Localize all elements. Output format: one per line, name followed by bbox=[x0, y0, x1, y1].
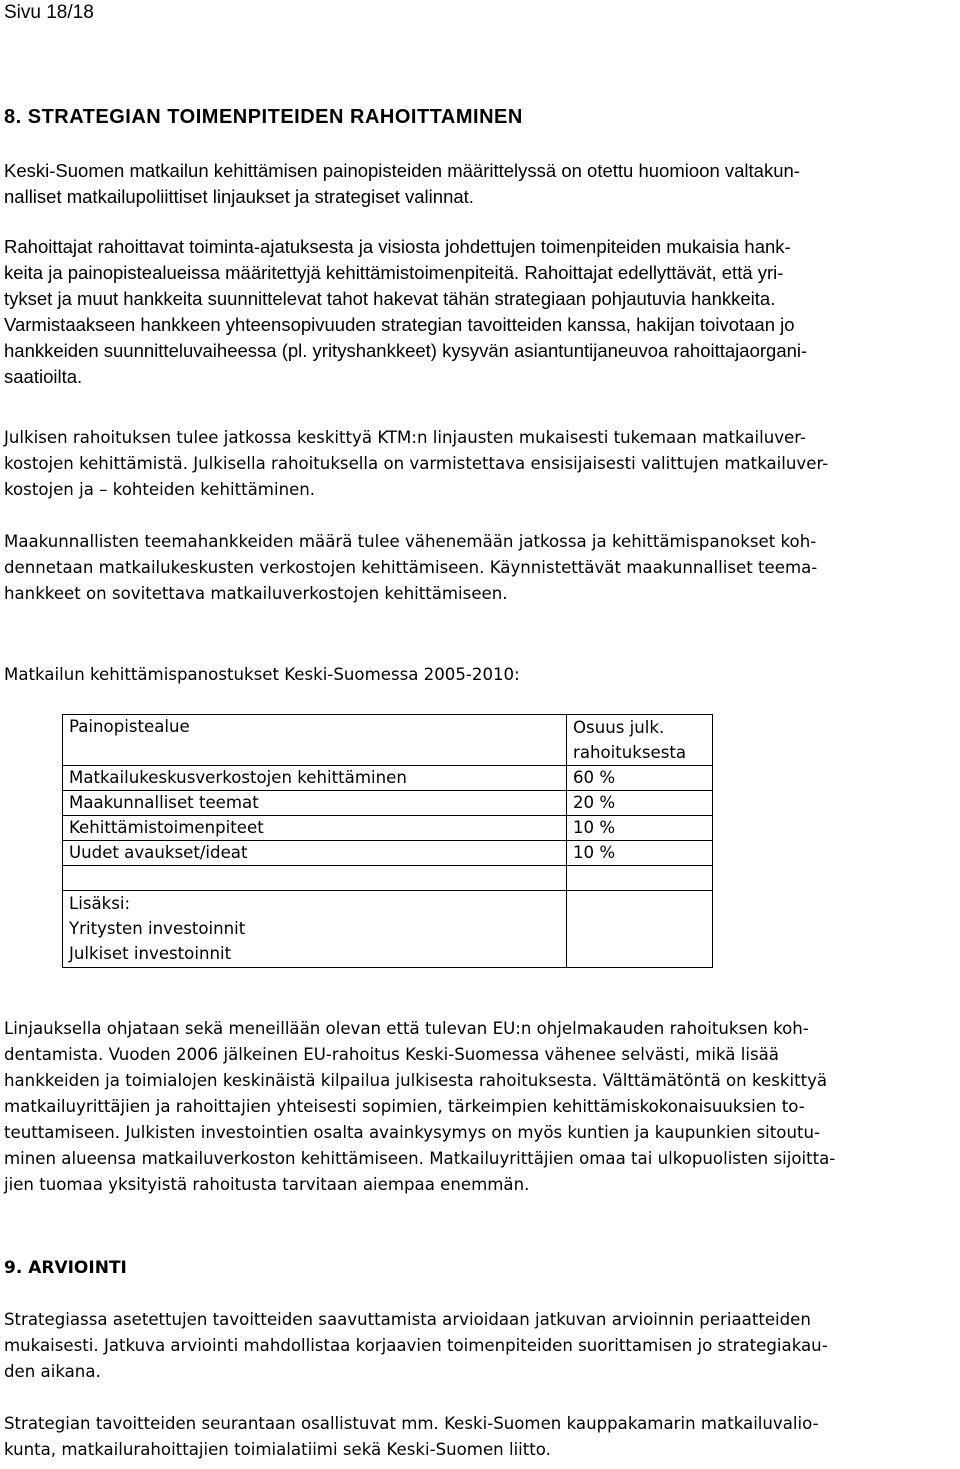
text-line: den aikana. bbox=[4, 1362, 101, 1381]
section-8-paragraph-4 bbox=[4, 529, 960, 607]
text-line: hankkeiden suunnitteluvaiheessa (pl. yrityshankkeet) kysyvän asiantuntijaneuvoa rahoittajaorgani- bbox=[4, 340, 808, 361]
table-row bbox=[63, 791, 713, 816]
section-9-paragraph-1 bbox=[4, 1307, 960, 1385]
header-public-funding-share bbox=[567, 715, 713, 766]
text-line: hankkeiden ja toimialojen keskinäistä kilpailua julkisesta rahoituksesta. Välttämätöntä on keskittyä bbox=[4, 1071, 828, 1090]
text-line: Keski-Suomen matkailun kehittämisen painopisteiden määrittelyssä on otettu huomioon valtakun- bbox=[4, 160, 800, 181]
share-cell: 20 % bbox=[567, 791, 713, 816]
text-line: Maakunnallisten teemahankkeiden määrä tulee vähenemään jatkossa ja kehittämispanokset koh- bbox=[4, 532, 817, 551]
text-line: Strategian tavoitteiden seurantaan osallistuvat mm. Keski-Suomen kauppakamarin matkailuvalio- bbox=[4, 1414, 819, 1433]
text-line: mukaisesti. Jatkuva arviointi mahdollistaa korjaavien toimenpiteiden suorittamisen jo strategiakau- bbox=[4, 1336, 828, 1355]
table-row bbox=[63, 841, 713, 866]
section-8-paragraph-2 bbox=[4, 234, 960, 390]
text-line: kostojen ja – kohteiden kehittäminen. bbox=[4, 480, 316, 499]
table-title: Matkailun kehittämispanostukset Keski-Suomessa 2005-2010: bbox=[4, 665, 520, 684]
text-line: minen alueensa matkailuverkoston kehittämiseen. Matkailuyrittäjien omaa tai ulkopuolisten sijoitta- bbox=[4, 1149, 836, 1168]
additional-label: Lisäksi: bbox=[69, 894, 131, 913]
text-line: hankkeet on sovitettava matkailuverkostojen kehittämiseen. bbox=[4, 584, 508, 603]
text-line: Rahoittajat rahoittavat toiminta-ajatuksesta ja visiosta johdettujen toimenpiteiden mukaisia hank- bbox=[4, 236, 791, 257]
section-8-paragraph-5 bbox=[4, 1016, 960, 1198]
additional-investments-cell bbox=[63, 891, 567, 968]
table-row bbox=[63, 816, 713, 841]
focus-area-cell: Maakunnalliset teemat bbox=[63, 791, 567, 816]
empty-cell bbox=[567, 866, 713, 891]
focus-area-cell: Kehittämistoimenpiteet bbox=[63, 816, 567, 841]
focus-area-cell: Uudet avaukset/ideat bbox=[63, 841, 567, 866]
header-share-line-2: rahoituksesta bbox=[573, 743, 687, 762]
share-cell: 60 % bbox=[567, 766, 713, 791]
section-8-paragraph-3 bbox=[4, 425, 960, 503]
text-line: Strategiassa asetettujen tavoitteiden saavuttamista arvioidaan jatkuvan arvioinnin periaatteiden bbox=[4, 1310, 811, 1329]
table-extra-row bbox=[63, 891, 713, 968]
section-9-heading: 9. ARVIOINTI bbox=[4, 1258, 127, 1278]
header-share-line-1: Osuus julk. bbox=[573, 718, 665, 737]
text-line: tykset ja muut hankkeita suunnittelevat tahot hakevat tähän strategiaan pohjautuvia hankkeita. bbox=[4, 288, 776, 309]
text-line: dennetaan matkailukeskusten verkostojen kehittämiseen. Käynnistettävät maakunnalliset teema- bbox=[4, 558, 818, 577]
section-9-paragraph-2 bbox=[4, 1411, 960, 1463]
header-focus-area: Painopistealue bbox=[63, 715, 567, 766]
text-line: Julkisen rahoituksen tulee jatkossa keskittyä KTM:n linjausten mukaisesti tukemaan matkailuver- bbox=[4, 428, 806, 447]
text-line: saatioilta. bbox=[4, 366, 83, 387]
text-line: dentamista. Vuoden 2006 jälkeinen EU-rahoitus Keski-Suomessa vähenee selvästi, mikä lisää bbox=[4, 1045, 779, 1064]
text-line: nalliset matkailupoliittiset linjaukset ja strategiset valinnat. bbox=[4, 186, 474, 207]
section-8-heading: 8. STRATEGIAN TOIMENPITEIDEN RAHOITTAMINEN bbox=[4, 106, 523, 128]
text-line: kunta, matkailurahoittajien toimialatiimi sekä Keski-Suomen liitto. bbox=[4, 1440, 551, 1459]
section-8-paragraph-1 bbox=[4, 158, 960, 210]
additional-item: Julkiset investoinnit bbox=[69, 944, 232, 963]
text-line: jien tuomaa yksityistä rahoitusta tarvitaan aiempaa enemmän. bbox=[4, 1175, 530, 1194]
funding-allocation-table bbox=[62, 714, 713, 968]
empty-cell bbox=[63, 866, 567, 891]
page-number: Sivu 18/18 bbox=[4, 2, 94, 23]
text-line: Linjauksella ohjataan sekä meneillään olevan että tulevan EU:n ohjelmakauden rahoituksen koh- bbox=[4, 1019, 809, 1038]
text-line: kostojen kehittämistä. Julkisella rahoituksella on varmistettava ensisijaisesti valittujen matkailuver- bbox=[4, 454, 829, 473]
share-cell: 10 % bbox=[567, 816, 713, 841]
table-header-row bbox=[63, 715, 713, 766]
table-spacer-row bbox=[63, 866, 713, 891]
focus-area-cell: Matkailukeskusverkostojen kehittäminen bbox=[63, 766, 567, 791]
text-line: matkailuyrittäjien ja rahoittajien yhteisesti sopimien, tärkeimpien kehittämiskokonaisuuksien to- bbox=[4, 1097, 805, 1116]
share-cell: 10 % bbox=[567, 841, 713, 866]
empty-cell bbox=[567, 891, 713, 968]
text-line: keita ja painopistealueissa määritettyjä kehittämistoimenpiteitä. Rahoittajat edellyttävät, että yri- bbox=[4, 262, 784, 283]
additional-item: Yritysten investoinnit bbox=[69, 919, 246, 938]
table-row bbox=[63, 766, 713, 791]
text-line: teuttamiseen. Julkisten investointien osalta avainkysymys on myös kuntien ja kaupunkien sitoutu- bbox=[4, 1123, 820, 1142]
text-line: Varmistaakseen hankkeen yhteensopivuuden strategian tavoitteiden kanssa, hakijan toivotaan jo bbox=[4, 314, 795, 335]
